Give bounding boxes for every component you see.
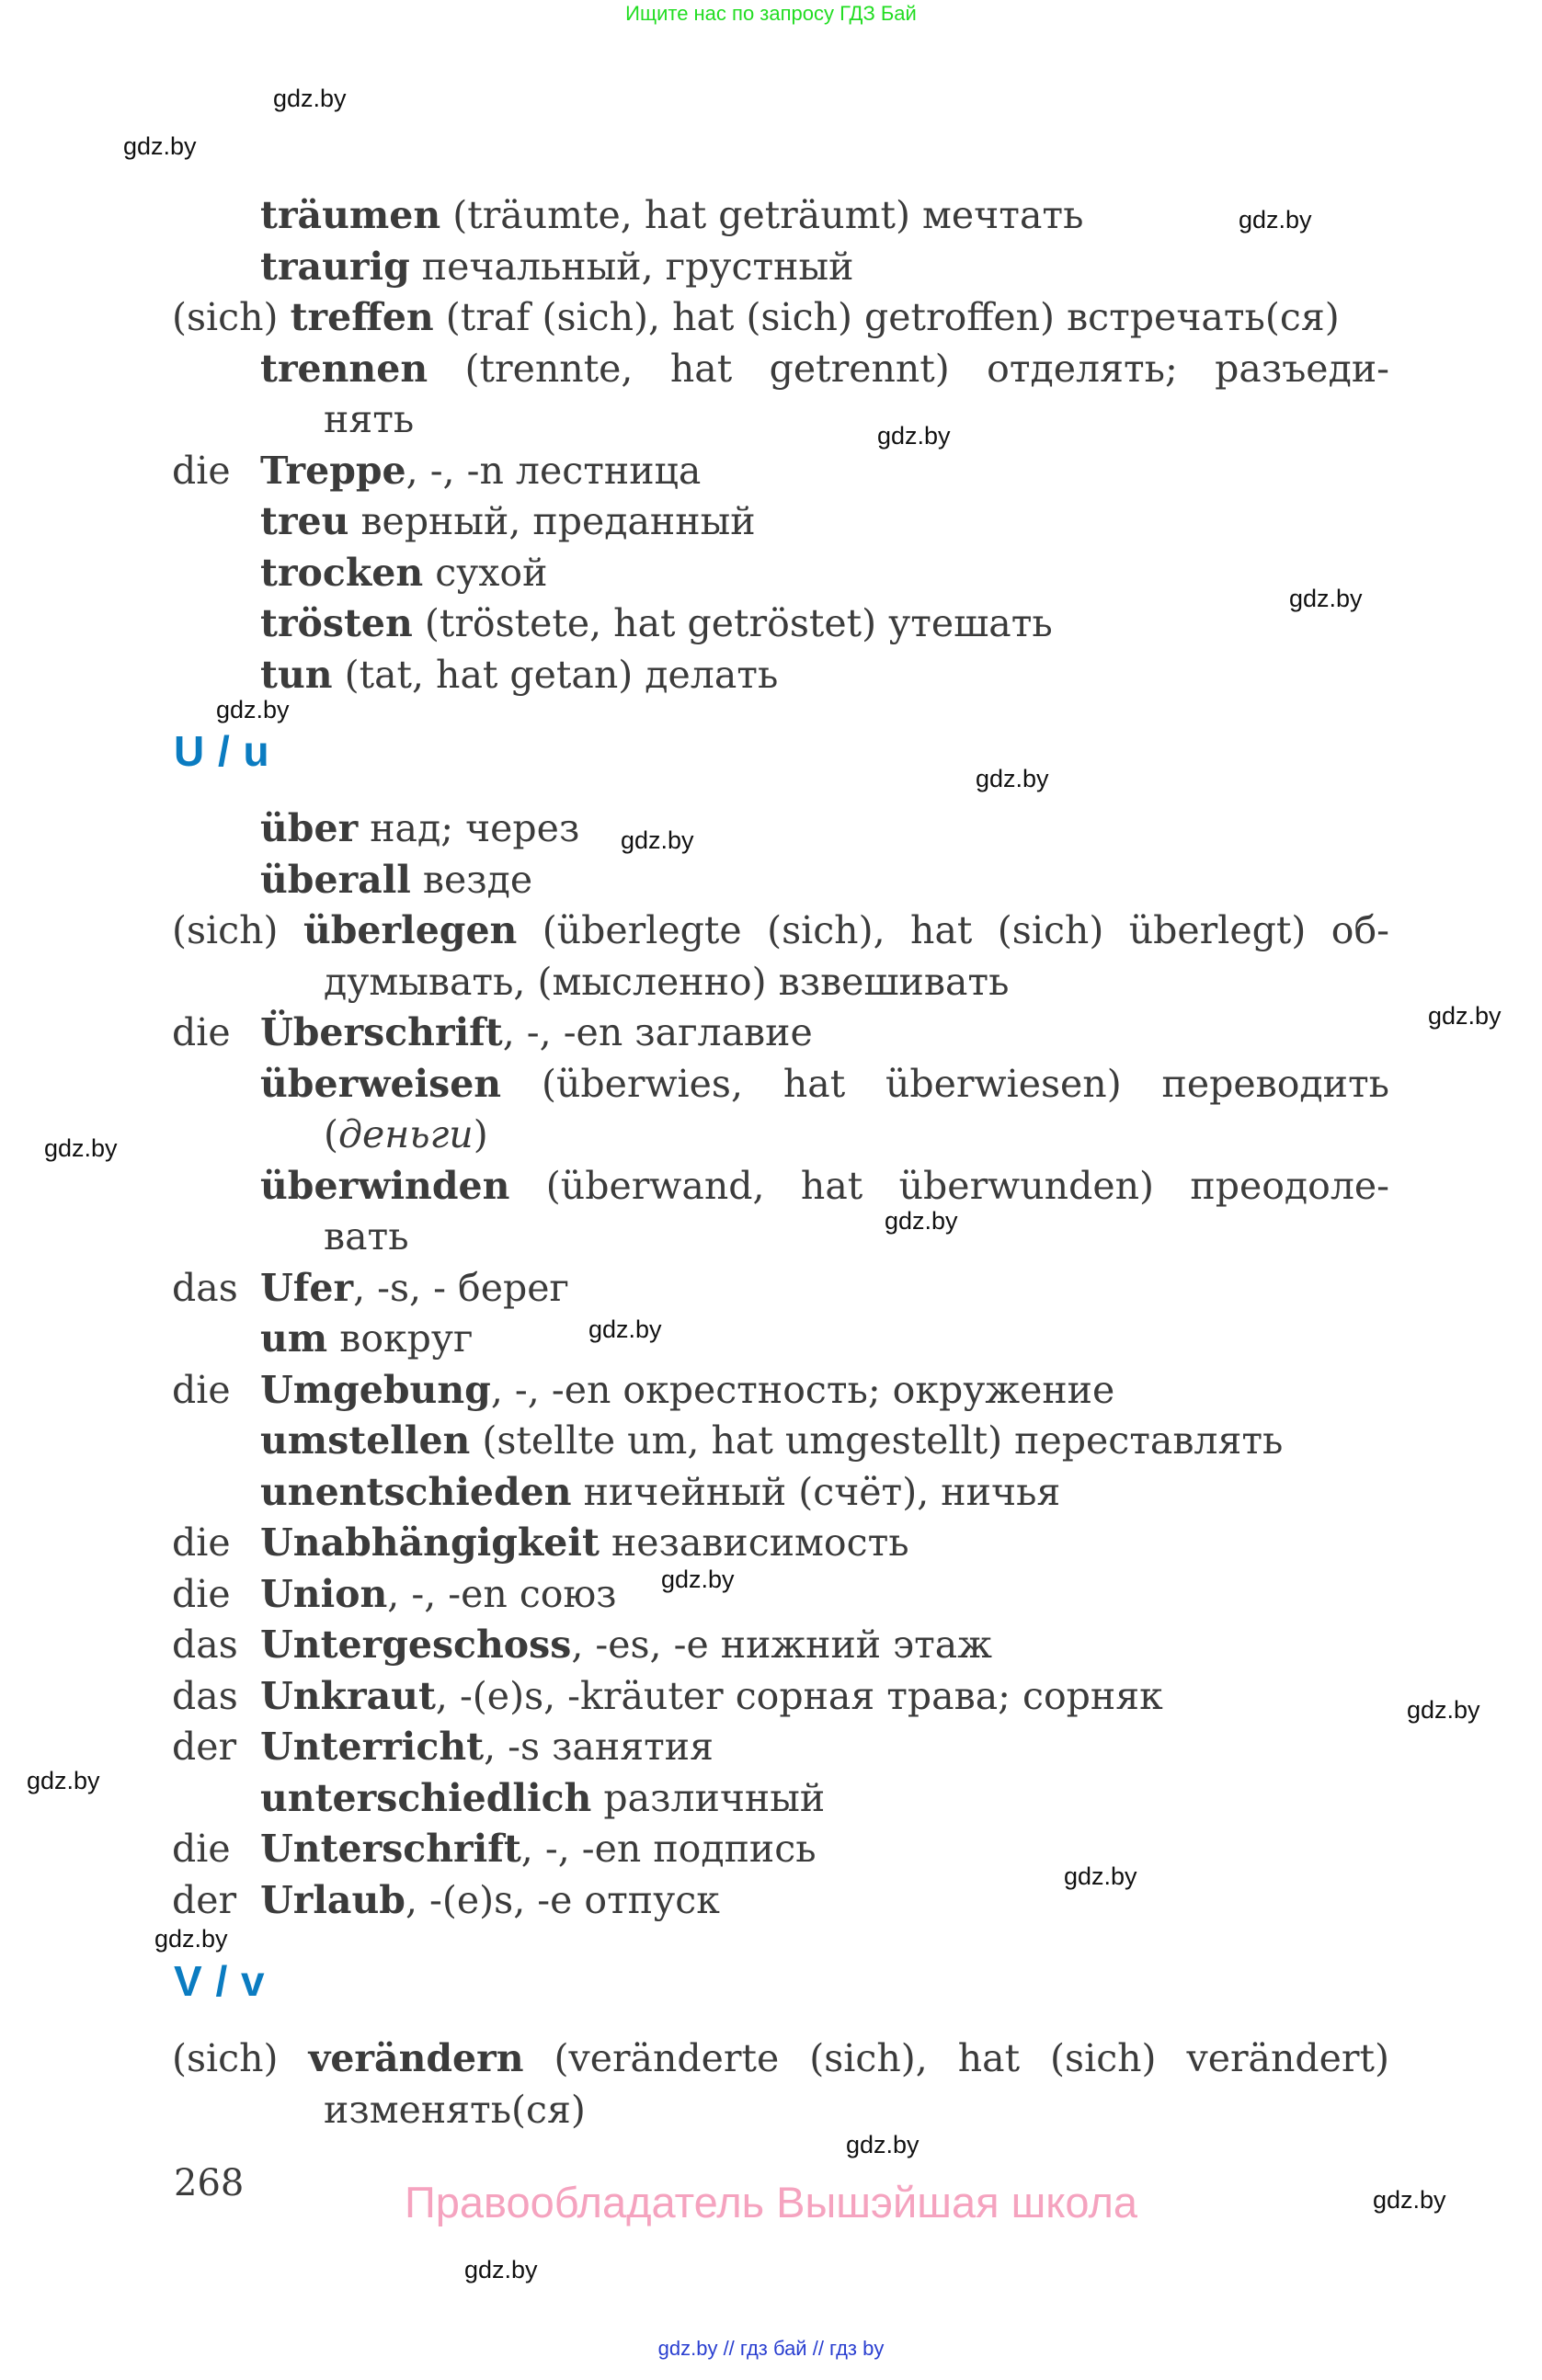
entry-line xyxy=(0,1568,1542,1620)
article: der xyxy=(172,1878,237,1922)
headword: überwinden xyxy=(260,1164,510,1208)
entry-body xyxy=(260,1670,1163,1722)
entry-body xyxy=(260,854,532,905)
watermark: gdz.by xyxy=(1289,585,1363,612)
entry-body xyxy=(260,649,778,700)
entry-translation: , -(e)s, -kräuter сорная трава; сорняк xyxy=(435,1674,1163,1718)
entry-body xyxy=(172,2033,1389,2084)
article: das xyxy=(172,1674,238,1718)
watermark: gdz.by xyxy=(976,765,1049,792)
article: die xyxy=(172,1520,231,1565)
entry-line xyxy=(0,1823,1542,1874)
entry-translation: верный, преданный xyxy=(348,499,756,543)
entry-line xyxy=(0,803,1542,854)
entry-line xyxy=(0,1364,1542,1416)
entry-body xyxy=(260,1160,1389,1212)
entry-line xyxy=(0,1517,1542,1568)
entry-line xyxy=(0,495,1542,547)
watermark: gdz.by xyxy=(885,1207,958,1235)
entry-translation: , -, -en заглавие xyxy=(502,1010,813,1054)
headword: Unterricht xyxy=(260,1725,485,1769)
italic-note: деньги xyxy=(338,1112,474,1156)
entry-body xyxy=(260,598,1053,649)
headword: Unkraut xyxy=(260,1674,436,1718)
entry-line xyxy=(0,905,1542,956)
headword: umstellen xyxy=(260,1418,471,1463)
headword: Unabhängigkeit xyxy=(260,1520,600,1565)
entry-line xyxy=(0,1772,1542,1824)
entry-translation: ничейный (счёт), ничья xyxy=(571,1470,1061,1514)
entry-line xyxy=(0,649,1542,700)
headword: unterschiedlich xyxy=(260,1776,592,1820)
article: die xyxy=(172,1010,231,1054)
headword: um xyxy=(260,1316,328,1361)
watermark: gdz.by xyxy=(1373,2186,1446,2214)
entry-line xyxy=(0,1007,1542,1058)
entry-continuation xyxy=(0,393,1542,445)
entry-body xyxy=(260,1415,1283,1466)
watermark: gdz.by xyxy=(621,826,694,854)
entry-translation: (veränderte (sich), hat (sich) verändert) xyxy=(523,2036,1389,2080)
section-heading-u: U / u xyxy=(174,727,270,775)
article: das xyxy=(172,1623,238,1667)
headword: Urlaub xyxy=(260,1878,405,1922)
entry-translation: (überlegte (sich), hat (sich) überlegt) об- xyxy=(517,908,1389,952)
entry-body xyxy=(260,1313,473,1364)
entry-continuation xyxy=(0,1211,1542,1262)
entry-line xyxy=(0,2033,1542,2084)
entry-body xyxy=(172,291,1340,343)
entry-continuation xyxy=(0,2084,1542,2135)
site-links[interactable]: gdz.by // гдз бай // гдз by xyxy=(657,2337,885,2360)
entry-translation: (tröstete, hat getröstet) утешать xyxy=(412,601,1053,645)
watermark: gdz.by xyxy=(273,85,347,112)
entry-translation: (überwies, hat überwiesen) переводить xyxy=(501,1062,1389,1106)
article: die xyxy=(172,449,231,493)
headword: Überschrift xyxy=(260,1010,503,1054)
entry-translation: , -, -en подпись xyxy=(520,1827,817,1871)
headword: trennen xyxy=(260,347,428,391)
headword: überall xyxy=(260,858,411,902)
article: das xyxy=(172,1266,238,1310)
search-banner: Ищите нас по запросу ГДЗ Бай xyxy=(625,2,917,25)
entry-prefix: (sich) xyxy=(172,2036,279,2080)
entry-line xyxy=(0,1160,1542,1212)
entry-body xyxy=(260,1619,992,1670)
entry-translation: , -es, -e нижний этаж xyxy=(571,1623,992,1667)
watermark: gdz.by xyxy=(123,132,197,160)
entry-translation: (traf (sich), hat (sich) getroffen) встречать(ся) xyxy=(433,295,1340,339)
watermark: gdz.by xyxy=(44,1134,118,1162)
watermark: gdz.by xyxy=(464,2256,538,2283)
headword: über xyxy=(260,806,359,850)
watermark: gdz.by xyxy=(1407,1696,1480,1724)
entry-translation: (trennte, hat getrennt) отделять; разъеди- xyxy=(428,347,1389,391)
headword: verändern xyxy=(308,2036,524,2080)
headword: treu xyxy=(260,499,349,543)
headword: tun xyxy=(260,653,333,697)
entry-prefix: (sich) xyxy=(172,908,279,952)
entry-translation: везде xyxy=(410,858,533,902)
entry-line xyxy=(0,291,1542,343)
headword: Ufer xyxy=(260,1266,354,1310)
headword: Union xyxy=(260,1572,388,1616)
entry-line xyxy=(0,1619,1542,1670)
entry-body xyxy=(260,241,853,292)
entry-line xyxy=(0,445,1542,496)
headword: trocken xyxy=(260,551,424,595)
entry-line xyxy=(0,1313,1542,1364)
entry-body xyxy=(260,1364,1114,1416)
entry-translation: над; через xyxy=(358,806,580,850)
entry-translation: независимость xyxy=(599,1520,909,1565)
headword: traurig xyxy=(260,245,410,289)
entry-translation: (tat, hat getan) делать xyxy=(332,653,779,697)
watermark: gdz.by xyxy=(1239,206,1312,233)
section-heading-v: V / v xyxy=(174,1957,266,2005)
entry-body xyxy=(260,1262,569,1314)
article: die xyxy=(172,1827,231,1871)
entry-body xyxy=(260,189,1083,241)
entry-line xyxy=(0,241,1542,292)
article: die xyxy=(172,1368,231,1412)
entry-body xyxy=(260,547,547,598)
entry-continuation xyxy=(0,1109,1542,1160)
watermark: gdz.by xyxy=(27,1767,100,1794)
page-number: 268 xyxy=(174,2162,245,2204)
headword: trösten xyxy=(260,601,413,645)
entry-translation: , -, -en окрестность; окружение xyxy=(490,1368,1115,1412)
continuation-text: вать xyxy=(324,1214,409,1258)
entry-body xyxy=(260,343,1389,394)
entry-line xyxy=(0,1670,1542,1722)
entry-translation: различный xyxy=(591,1776,826,1820)
article: die xyxy=(172,1572,231,1616)
entry-line xyxy=(0,1415,1542,1466)
entry-translation: , -, -n лестница xyxy=(405,449,702,493)
entry-translation: , -s, - берег xyxy=(353,1266,569,1310)
entry-translation: печальный, грустный xyxy=(409,245,854,289)
watermark: gdz.by xyxy=(1428,1002,1502,1030)
entry-body xyxy=(260,1007,813,1058)
entry-body xyxy=(260,495,756,547)
headword: Untergeschoss xyxy=(260,1623,572,1667)
watermark: gdz.by xyxy=(877,422,951,450)
entry-translation: (überwand, hat überwunden) преодоле- xyxy=(509,1164,1389,1208)
headword: Treppe xyxy=(260,449,406,493)
headword: Unterschrift xyxy=(260,1827,521,1871)
entry-translation: , -(e)s, -e отпуск xyxy=(405,1878,720,1922)
entry-line xyxy=(0,854,1542,905)
headword: überlegen xyxy=(303,908,518,952)
watermark: gdz.by xyxy=(661,1566,735,1593)
entry-translation: , -, -en союз xyxy=(387,1572,617,1616)
entry-line xyxy=(0,1874,1542,1926)
entry-body xyxy=(260,1517,909,1568)
entry-line xyxy=(0,1058,1542,1110)
entry-body xyxy=(172,905,1389,956)
copyright-notice: Правообладатель Вышэйшая школа xyxy=(404,2178,1138,2226)
entry-line xyxy=(0,343,1542,394)
watermark: gdz.by xyxy=(216,696,290,723)
watermark: gdz.by xyxy=(846,2131,919,2158)
entry-translation: (stellte um, hat umgestellt) переставлять xyxy=(470,1418,1284,1463)
headword: träumen xyxy=(260,193,441,237)
entry-body xyxy=(260,1772,825,1824)
headword: überweisen xyxy=(260,1062,502,1106)
entry-translation: сухой xyxy=(423,551,548,595)
entry-continuation xyxy=(0,956,1542,1008)
headword: Umgebung xyxy=(260,1368,491,1412)
entry-body xyxy=(260,1823,817,1874)
entry-body xyxy=(260,803,579,854)
watermark: gdz.by xyxy=(154,1925,228,1953)
continuation-text: (деньги) xyxy=(324,1112,488,1156)
entry-translation: вокруг xyxy=(327,1316,474,1361)
entry-body xyxy=(260,1568,617,1620)
continuation-text: изменять(ся) xyxy=(324,2088,586,2132)
entry-body xyxy=(260,1874,720,1926)
entry-translation: , -s занятия xyxy=(484,1725,714,1769)
watermark: gdz.by xyxy=(1064,1862,1137,1890)
headword: treffen xyxy=(290,295,434,339)
entry-prefix: (sich) xyxy=(172,295,279,339)
entry-body xyxy=(260,445,701,496)
entry-body xyxy=(260,1058,1389,1110)
entry-line xyxy=(0,1466,1542,1518)
entry-line xyxy=(0,1721,1542,1772)
article: der xyxy=(172,1725,237,1769)
continuation-text: думывать, (мысленно) взвешивать xyxy=(324,960,1010,1004)
entry-body xyxy=(260,1721,714,1772)
continuation-text: нять xyxy=(324,397,415,441)
entry-translation: (träumte, hat geträumt) мечтать xyxy=(440,193,1084,237)
headword: unentschieden xyxy=(260,1470,572,1514)
entry-line xyxy=(0,1262,1542,1314)
entry-body xyxy=(260,1466,1060,1518)
watermark: gdz.by xyxy=(588,1315,662,1343)
